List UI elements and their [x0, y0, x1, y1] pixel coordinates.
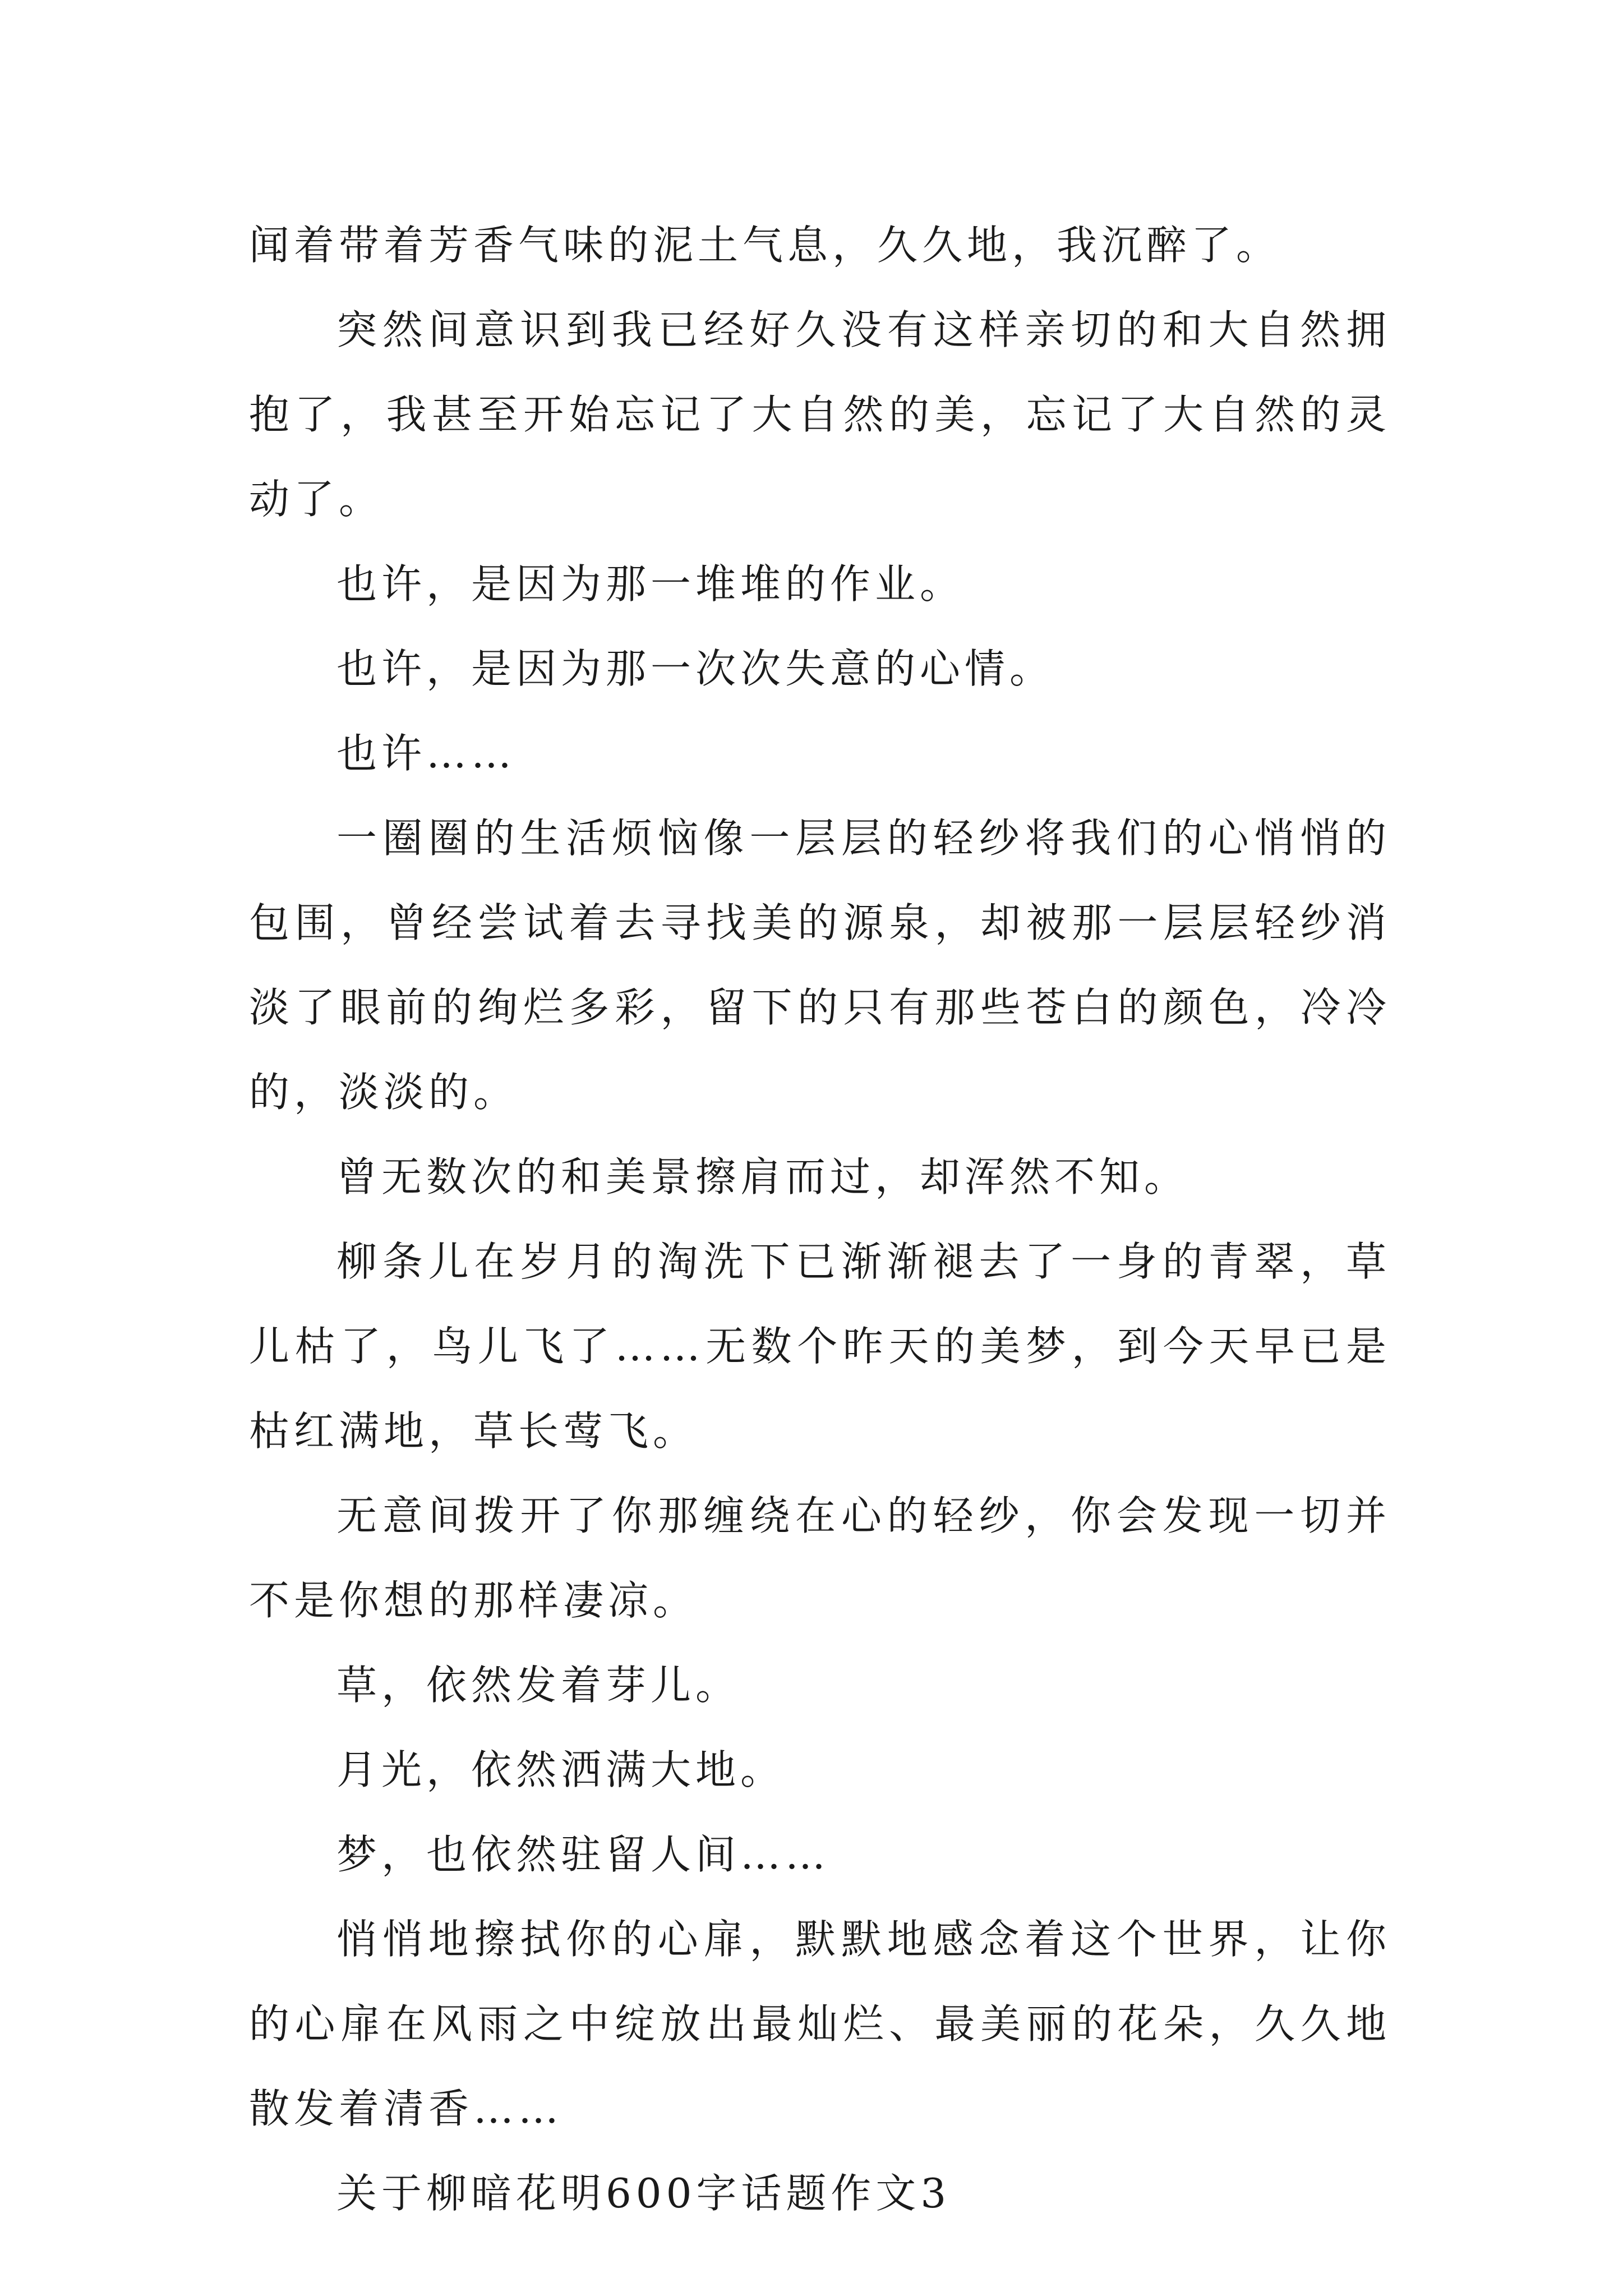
paragraph: 无意间拨开了你那缠绕在心的轻纱，你会发现一切并不是你想的那样凄凉。	[249, 1492, 1391, 1624]
paragraph: 也许，是因为那一堆堆的作业。	[336, 560, 965, 608]
paragraph: 月光，依然洒满大地。	[336, 1746, 786, 1793]
paragraph: 梦，也依然驻留人间……	[336, 1831, 831, 1878]
paragraph: 草，依然发着芽儿。	[336, 1662, 741, 1709]
paragraph: 也许……	[336, 730, 517, 777]
paragraph: 也许，是因为那一次次失意的心情。	[336, 645, 1055, 692]
paragraph: 突然间意识到我已经好久没有这样亲切的和大自然拥抱了，我甚至开始忘记了大自然的美，忘记了大自然的灵动了。	[249, 306, 1391, 523]
paragraph: 悄悄地擦拭你的心扉，默默地感念着这个世界，让你的心扉在风雨之中绽放出最灿烂、最美丽的花朵，久久地散发着清香……	[249, 1916, 1391, 2132]
section-heading: 关于柳暗花明600字话题作文3	[336, 2170, 951, 2217]
paragraph: 曾无数次的和美景擦肩而过，却浑然不知。	[336, 1153, 1189, 1200]
paragraph: 一圈圈的生活烦恼像一层层的轻纱将我们的心悄悄的包围，曾经尝试着去寻找美的源泉，却被那一层层轻纱消淡了眼前的绚烂多彩，留下的只有那些苍白的颜色，冷冷的，淡淡的。	[249, 815, 1391, 1116]
paragraph: 闻着带着芳香气味的泥土气息，久久地，我沉醉了。	[249, 222, 1281, 269]
paragraph: 柳条儿在岁月的淘洗下已渐渐褪去了一身的青翠，草儿枯了，鸟儿飞了……无数个昨天的美梦，到今天早已是枯红满地，草长莺飞。	[249, 1238, 1391, 1455]
document-body	[249, 203, 1391, 2236]
